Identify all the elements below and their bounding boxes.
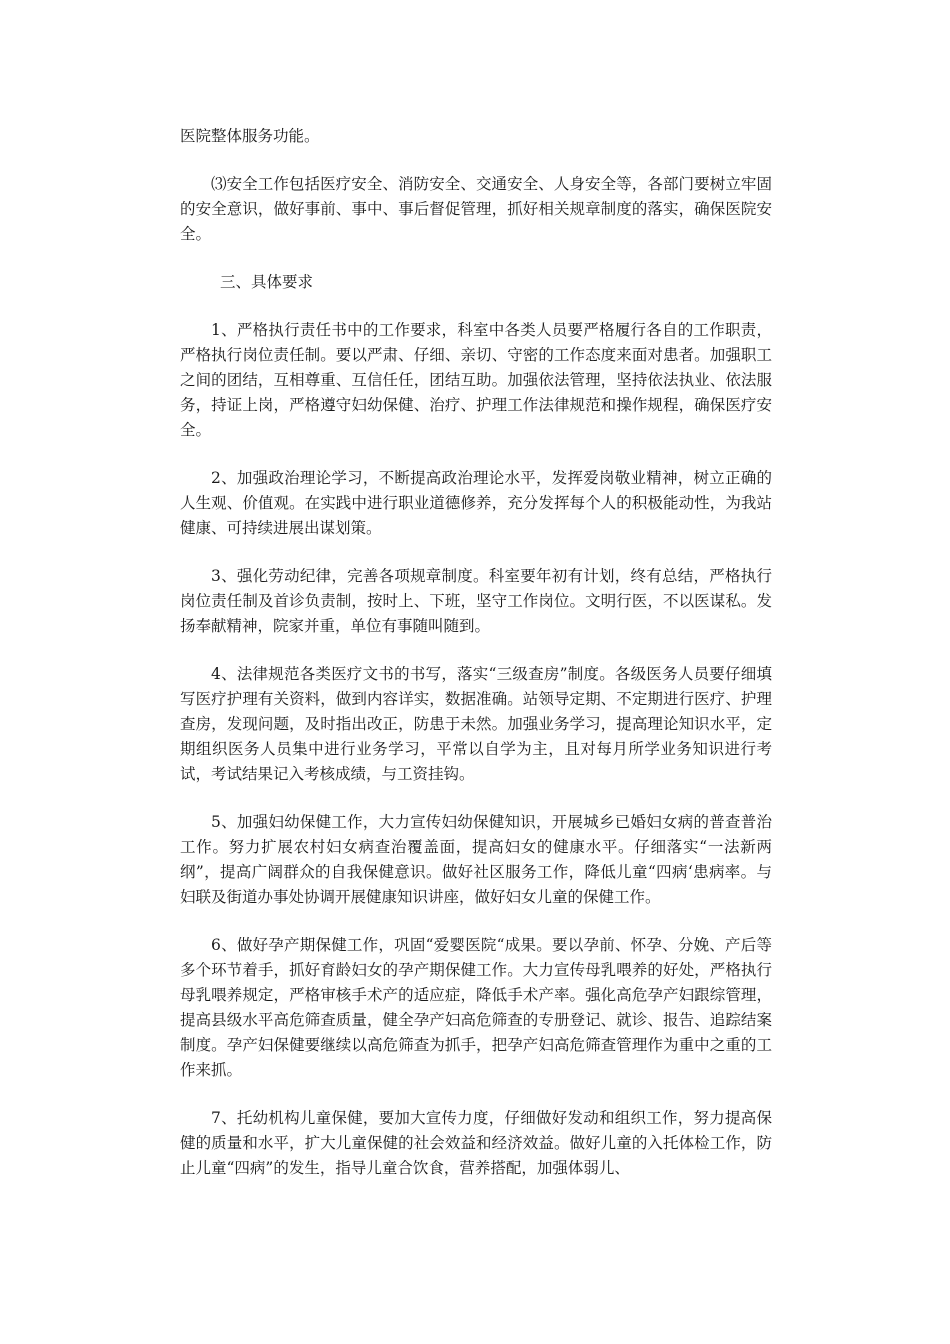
document-body <box>180 124 772 1181</box>
paragraph-continuation: 医院整体服务功能。 <box>180 127 320 145</box>
paragraph-safety-work: ⑶安全工作包括医疗安全、消防安全、交通安全、人身安全等，各部门要树立牢固的安全意识，做好事前、事中、事后督促管理，抓好相关规章制度的落实，确保医院安全。 <box>180 175 772 243</box>
paragraph-item-1: 1、严格执行责任书中的工作要求，科室中各类人员要严格履行各自的工作职责，严格执行岗位责任制。要以严肃、仔细、亲切、守密的工作态度来面对患者。加强职工之间的团结，互相尊重、互信任任，团结互助。加强依法管理，坚持依法执业、依法服务，持证上岗，严格遵守妇幼保健、治疗、护理工作法律规范和操作规程，确保医疗安全。 <box>180 321 772 439</box>
paragraph-item-2: 2、加强政治理论学习，不断提高政治理论水平，发挥爱岗敬业精神，树立正确的人生观、价值观。在实践中进行职业道德修养，充分发挥每个人的积极能动性，为我站健康、可持续进展出谋划策。 <box>180 469 772 537</box>
paragraph-item-6: 6、做好孕产期保健工作，巩固“爱婴医院“成果。要以孕前、怀孕、分娩、产后等多个环节着手，抓好育龄妇女的孕产期保健工作。大力宣传母乳喂养的好处，严格执行母乳喂养规定，严格审核手术产的适应症，降低手术产率。强化高危孕产妇跟综管理，提高县级水平高危筛查质量，健全孕产妇高危筛查的专册登记、就诊、报告、追踪结案制度。孕产妇保健要继续以高危筛查为抓手，把孕产妇高危筛查管理作为重中之重的工作来抓。 <box>180 936 772 1079</box>
paragraph-item-7: 7、托幼机构儿童保健，要加大宣传力度，仔细做好发动和组织工作，努力提高保健的质量和水平，扩大儿童保健的社会效益和经济效益。做好儿童的入托体检工作，防止儿童“四病”的发生，指导儿童合饮食，营养搭配，加强体弱儿、 <box>180 1109 772 1177</box>
paragraph-item-5: 5、加强妇幼保健工作，大力宣传妇幼保健知识，开展城乡已婚妇女病的普查普治工作。努力扩展农村妇女病查治覆盖面，提高妇女的健康水平。仔细落实“一法新两纲”，提高广阔群众的自我保健意识。做好社区服务工作，降低儿童“四病‘患病率。与妇联及街道办事处协调开展健康知识讲座，做好妇女儿童的保健工作。 <box>180 813 772 906</box>
paragraph-item-4: 4、法律规范各类医疗文书的书写，落实“三级查房”制度。各级医务人员要仔细填写医疗护理有关资料，做到内容详实，数据准确。站领导定期、不定期进行医疗、护理查房，发现问题，及时指出改正，防患于未然。加强业务学习，提高理论知识水平，定期组织医务人员集中进行业务学习，平常以自学为主，且对每月所学业务知识进行考试，考试结果记入考核成绩，与工资挂钩。 <box>180 665 772 783</box>
paragraph-item-3: 3、强化劳动纪律，完善各项规章制度。科室要年初有计划，终有总结，严格执行岗位责任制及首诊负责制，按时上、下班，坚守工作岗位。文明行医，不以医谋私。发扬奉献精神，院家并重，单位有事随叫随到。 <box>180 567 772 635</box>
section-heading-specific-requirements: 三、具体要求 <box>220 273 314 291</box>
